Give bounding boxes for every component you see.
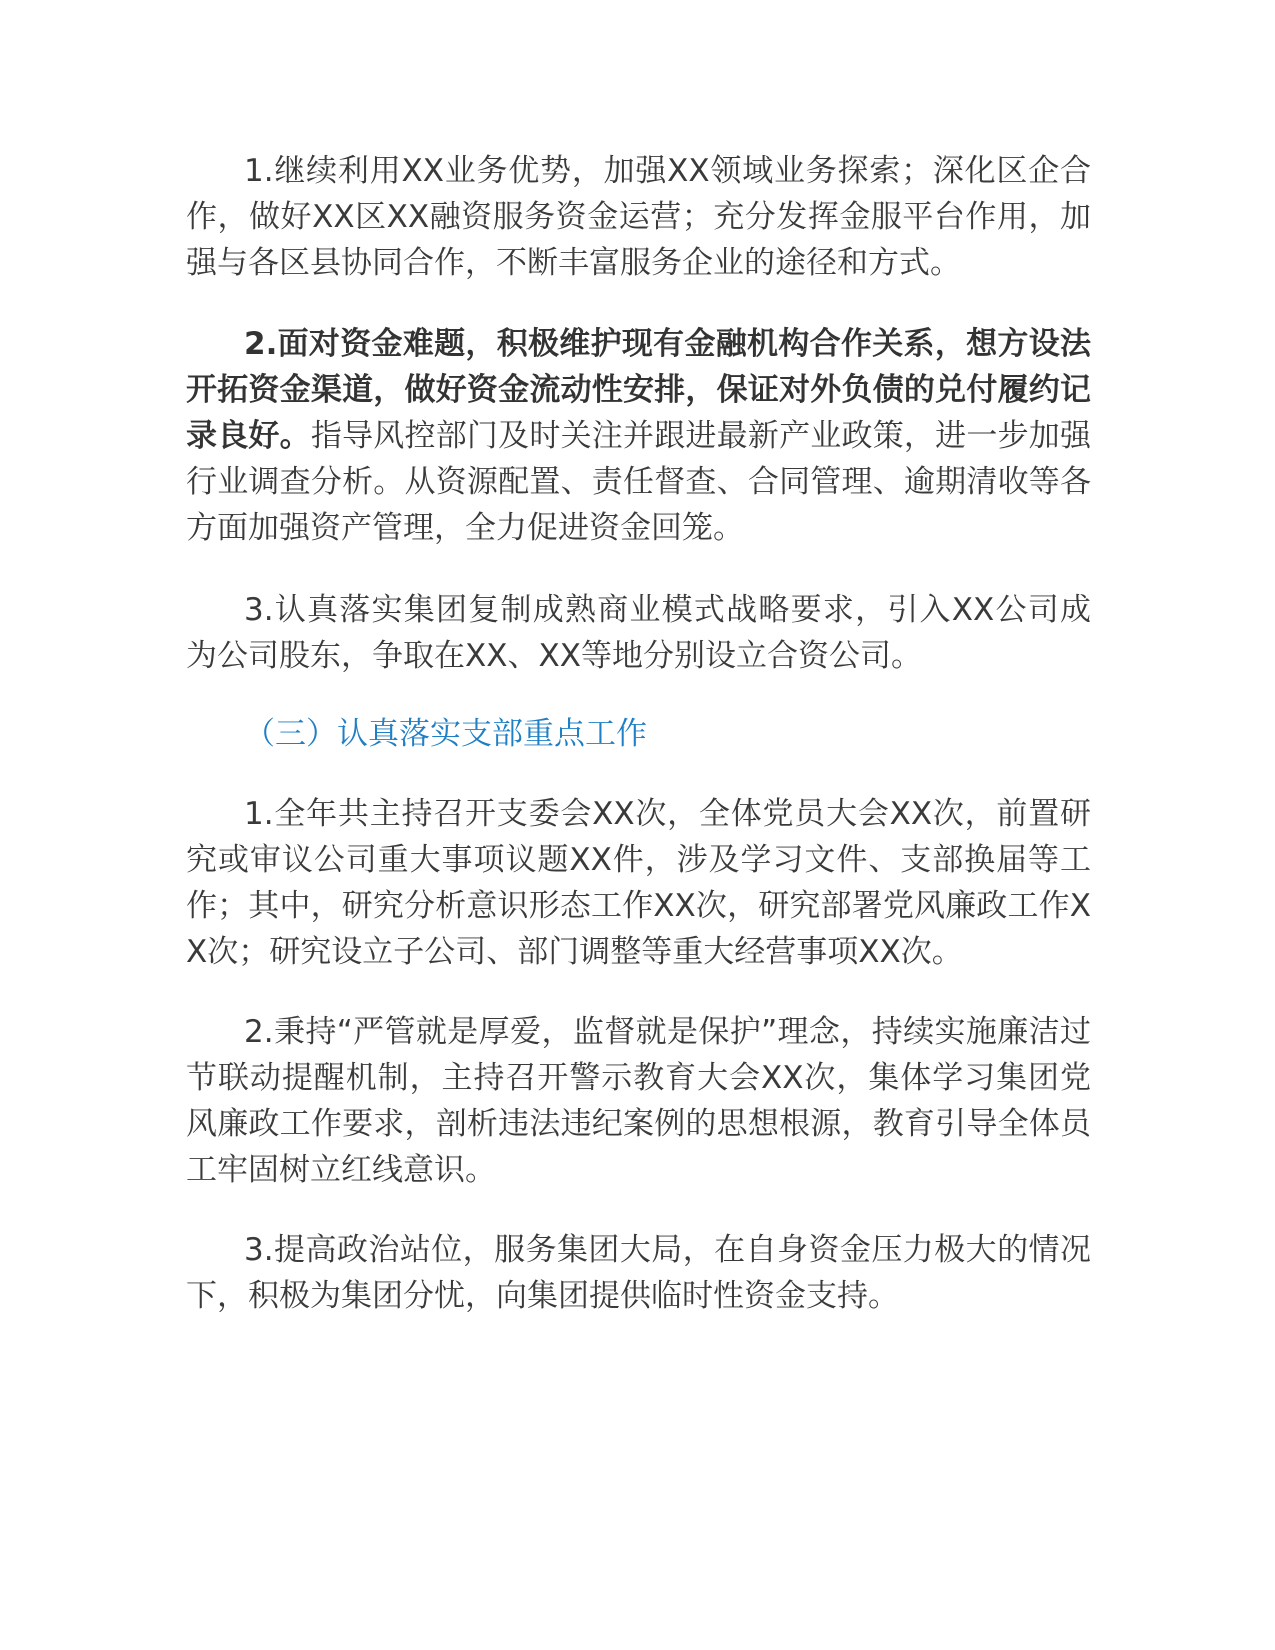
paragraph-text: 3.提高政治站位，服务集团大局，在自身资金压力极大的情况下，积极为集团分忧，向集团提供临时性资金支持。 [186,1232,1091,1314]
paragraph-text: 2.秉持“严管就是厚爱，监督就是保护”理念，持续实施廉洁过节联动提醒机制，主持召开警示教育大会XX次，集体学习集团党风廉政工作要求，剖析违法违纪案例的思想根源，教育引导全体员工牢固树立红线意识。 [186,1014,1091,1188]
paragraph-group-support [186,1227,1091,1319]
paragraph-text: 1.继续利用XX业务优势，加强XX领域业务探索；深化区企合作，做好XX区XX融资服务资金运营；充分发挥金服平台作用，加强与各区县协同合作，不断丰富服务企业的途径和方式。 [186,153,1091,281]
paragraph-branch-meetings [186,791,1091,975]
paragraph-funding-challenges [186,321,1091,551]
section-heading [186,711,1091,757]
paragraph-business-model [186,587,1091,679]
paragraph-text: 3.认真落实集团复制成熟商业模式战略要求，引入XX公司成为公司股东，争取在XX、XX等地分别设立合资公司。 [186,592,1091,674]
paragraph-business-expansion [186,148,1091,286]
paragraph-bold-lead: 2.面对资金难题，积极维护现有金融机构合作关系，想方设法开拓资金渠道，做好资金流动性安排，保证对外负债的兑付履约记录良好。 [186,326,1091,454]
paragraph-integrity-work [186,1009,1091,1193]
paragraph-text: 1.全年共主持召开支委会XX次，全体党员大会XX次，前置研究或审议公司重大事项议题XX件，涉及学习文件、支部换届等工作；其中，研究分析意识形态工作XX次，研究部署党风廉政工作XX次；研究设立子公司、部门调整等重大经营事项XX次。 [186,796,1091,970]
paragraph-text: 指导风控部门及时关注并跟进最新产业政策，进一步加强行业调查分析。从资源配置、责任督查、合同管理、逾期清收等各方面加强资产管理，全力促进资金回笼。 [186,418,1091,546]
section-heading-text: （三）认真落实支部重点工作 [244,716,647,752]
document-body [186,148,1091,1355]
